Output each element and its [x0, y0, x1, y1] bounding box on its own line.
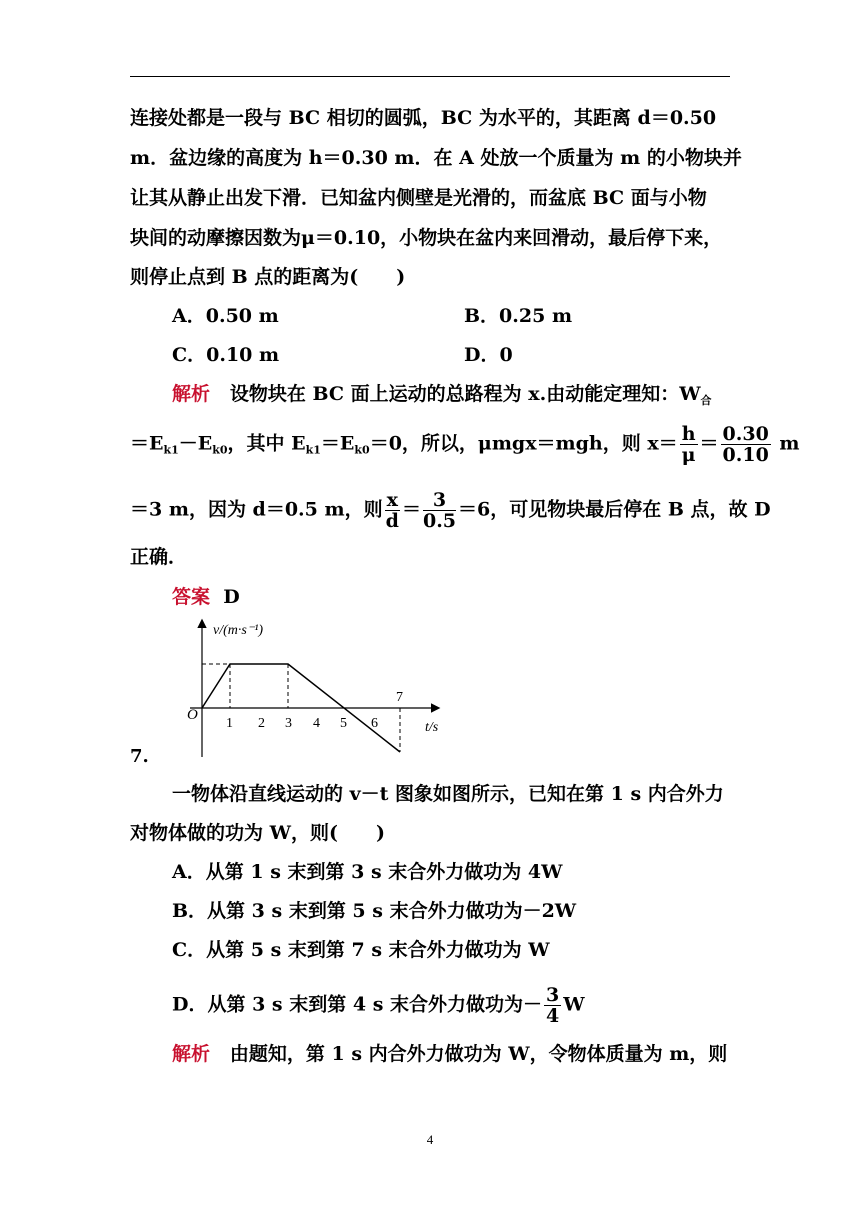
- fraction-3-over-4: [544, 985, 561, 1026]
- problem6-analysis-line-1: [172, 382, 712, 413]
- page-number: 4: [426, 1132, 434, 1147]
- problem6-line-1: 连接处都是一段与 BC 相切的圆弧，BC 为水平的，其距离 d＝0.50: [130, 107, 717, 129]
- subscript-k0: k0: [212, 443, 228, 457]
- problem6-analysis-line-2: [130, 424, 800, 465]
- text-seg: ＝3 m，因为 d＝0.5 m，则: [130, 498, 383, 521]
- equals-sign: ＝: [401, 498, 421, 521]
- problem6-line-4: 块间的动摩擦因数为μ＝0.10，小物块在盆内来回滑动，最后停下来，: [130, 227, 723, 249]
- frac-num: 3: [546, 984, 560, 1006]
- problem7-option-a: A．从第 1 s 末到第 3 s 末合外力做功为 4W: [172, 861, 563, 883]
- fraction-h-over-mu: [680, 424, 698, 465]
- answer-value: D: [223, 586, 240, 608]
- problem6-line-2: m．盆边缘的高度为 h＝0.30 m．在 A 处放一个质量为 m 的小物块并: [130, 147, 742, 169]
- problem7-number: 7.: [130, 746, 149, 767]
- problem6-option-a: A．0.50 m: [172, 305, 279, 327]
- origin-label: O: [187, 707, 198, 723]
- tick-label: 2: [258, 716, 265, 731]
- tick-label: 5: [340, 716, 347, 731]
- problem6-analysis-line-4: 正确．: [130, 546, 188, 568]
- frac-num: h: [681, 423, 696, 445]
- problem6-line-5: 则停止点到 B 点的距离为( ): [130, 266, 406, 288]
- v-axis-label: v/(m·s⁻¹): [213, 623, 264, 638]
- problem7-option-c: C．从第 5 s 末到第 7 s 末合外力做功为 W: [172, 939, 550, 961]
- equals-sign: ＝: [699, 432, 719, 455]
- fraction-030-over-010: [721, 424, 771, 465]
- text-seg: W: [563, 993, 585, 1016]
- tick-label: 3: [285, 716, 292, 731]
- text-seg: －E: [178, 432, 213, 455]
- text-seg: D．从第 3 s 末到第 4 s 末合外力做功为－: [172, 993, 542, 1016]
- analysis-label: 解析: [172, 383, 211, 405]
- analysis-text: 设物块在 BC 面上运动的总路程为 x.由动能定理知：W: [229, 383, 701, 405]
- problem6-option-b: B．0.25 m: [464, 305, 573, 327]
- t-axis-label: t/s: [425, 720, 439, 735]
- problem6-option-c: C．0.10 m: [172, 344, 280, 366]
- text-seg: ＝E: [320, 432, 355, 455]
- analysis-text: 由题知，第 1 s 内合外力做功为 W，令物体质量为 m，则: [229, 1043, 728, 1065]
- frac-den: 0.5: [422, 510, 457, 532]
- frac-num: 3: [423, 490, 456, 511]
- fraction-3-over-05: [423, 490, 456, 531]
- subscript-k1: k1: [305, 443, 321, 457]
- frac-den: 0.10: [722, 444, 769, 466]
- unit-text: m: [772, 432, 800, 455]
- problem7-option-d: [172, 985, 585, 1026]
- header-rule: [130, 76, 730, 77]
- tick-label: 4: [313, 716, 320, 731]
- answer-label: 答案: [172, 586, 211, 608]
- frac-num: 0.30: [722, 423, 769, 445]
- tick-label: 6: [371, 716, 378, 731]
- frac-den: 4: [546, 1005, 560, 1027]
- subscript-k0: k0: [354, 443, 370, 457]
- text-seg: ＝E: [130, 432, 164, 455]
- problem7-analysis: [172, 1042, 727, 1066]
- fraction-x-over-d: [385, 490, 400, 531]
- problem7-line-2: 对物体做的功为 W，则( ): [130, 822, 385, 844]
- vt-graph: [180, 615, 460, 760]
- frac-den: μ: [681, 444, 696, 466]
- problem6-answer: [172, 585, 240, 609]
- frac-num: x: [386, 489, 398, 511]
- problem7-option-b: B．从第 3 s 末到第 5 s 末合外力做功为－2W: [172, 900, 577, 922]
- text-seg: ＝6，可见物块最后停在 B 点，故 D: [458, 498, 771, 521]
- tick-label: 7: [396, 690, 403, 705]
- problem6-option-d: D．0: [464, 344, 513, 366]
- analysis-label: 解析: [172, 1043, 211, 1065]
- tick-label: 1: [226, 716, 233, 731]
- problem6-analysis-line-3: [130, 490, 771, 531]
- subscript-he: 合: [700, 394, 712, 407]
- frac-den: d: [385, 510, 399, 532]
- subscript-k1: k1: [163, 443, 179, 457]
- problem6-line-3: 让其从静止出发下滑．已知盆内侧壁是光滑的，而盆底 BC 面与小物: [130, 187, 707, 209]
- text-seg: ，其中 E: [227, 432, 306, 455]
- text-seg: ＝0，所以，μmgx＝mgh，则 x＝: [369, 432, 678, 455]
- problem7-line-1: 一物体沿直线运动的 v－t 图象如图所示，已知在第 1 s 内合外力: [172, 783, 724, 805]
